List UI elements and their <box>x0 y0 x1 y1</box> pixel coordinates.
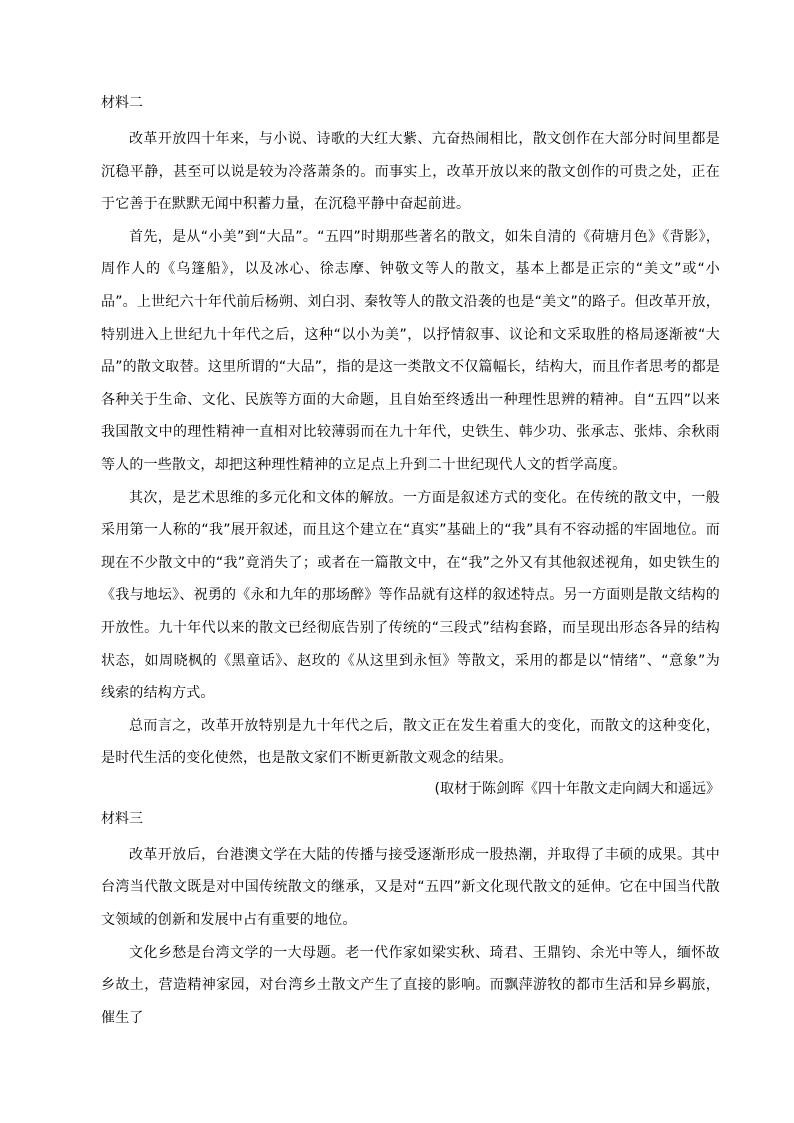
section-heading-material-3: 材料三 <box>101 810 143 827</box>
paragraph: 总而言之，改革开放特别是九十年代之后，散文正在发生着重大的变化，而散文的这种变化，是时代生活的变化使然，也是散文家们不断更新散文观念的结果。 <box>101 717 720 767</box>
paragraph: 其次，是艺术思维的多元化和文体的解放。一方面是叙述方式的变化。在传统的散文中，一般采用第一人称的“我”展开叙述，而且这个建立在“真实”基础上的“我”具有不容动摇的牢固地位。而现在不少散文中的“我”竟消失了；或者在一篇散文中，在“我”之外又有其他叙述视角，如史铁生的《我与地坛》、祝勇的《永和九年的那场醉》等作品就有这样的叙述特点。另一方面则是散文结构的开放性。九十年代以来的散文已经彻底告别了传统的“三段式”结构套路，而呈现出形态各异的结构状态，如周晓枫的《黑童话》、赵玫的《从这里到永恒》等散文，采用的都是以“情绪”、“意象”为线索的结构方式。 <box>101 489 720 702</box>
paragraph: 改革开放后，台港澳文学在大陆的传播与接受逐渐形成一股热潮，并取得了丰硕的成果。其中台湾当代散文既是对中国传统散文的继承，又是对“五四”新文化现代散文的延伸。它在中国当代散文领域的创新和发展中占有重要的地位。 <box>101 846 720 929</box>
source-citation: (取材于陈剑晖《四十年散文走向阔大和遥远》 <box>434 780 720 797</box>
paragraph: 改革开放四十年来，与小说、诗歌的大红大紫、亢奋热闹相比，散文创作在大部分时间里都是沉稳平静，甚至可以说是较为冷落萧条的。而事实上，改革开放以来的散文创作的可贵之处，正在于它善于在默默无闻中积蓄力量，在沉稳平静中奋起前进。 <box>101 131 720 213</box>
paragraph: 首先，是从“小美”到“大品”。“五四”时期那些著名的散文，如朱自清的《荷塘月色》《背影》，周作人的《乌篷船》，以及冰心、徐志摩、钟敬文等人的散文，基本上都是正宗的“美文”或“小品”。上世纪六十年代前后杨朔、刘白羽、秦牧等人的散文沿袭的也是“美文”的路子。但改革开放，特别进入上世纪九十年代之后，这种“以小为美”，以抒情叙事、议论和文采取胜的格局逐渐被“大品”的散文取替。这里所谓的“大品”，指的是这一类散文不仅篇幅长，结构大，而且作者思考的都是各种关于生命、文化、民族等方面的大命题，且自始至终透出一种理性思辨的精神。自“五四”以来我国散文中的理性精神一直相对比较薄弱而在九十年代，史铁生、韩少功、张承志、张炜、余秋雨等人的一些散文，却把这种理性精神的立足点上升到二十世纪现代人文的哲学高度。 <box>101 228 720 473</box>
paragraph: 文化乡愁是台湾文学的一大母题。老一代作家如梁实秋、琦君、王鼎钧、余光中等人，缅怀故乡故土，营造精神家园，对台湾乡土散文产生了直接的影响。而飘萍游牧的都市生活和异乡羁旅，催生了 <box>101 944 720 1026</box>
section-heading-material-2: 材料二 <box>101 95 143 111</box>
